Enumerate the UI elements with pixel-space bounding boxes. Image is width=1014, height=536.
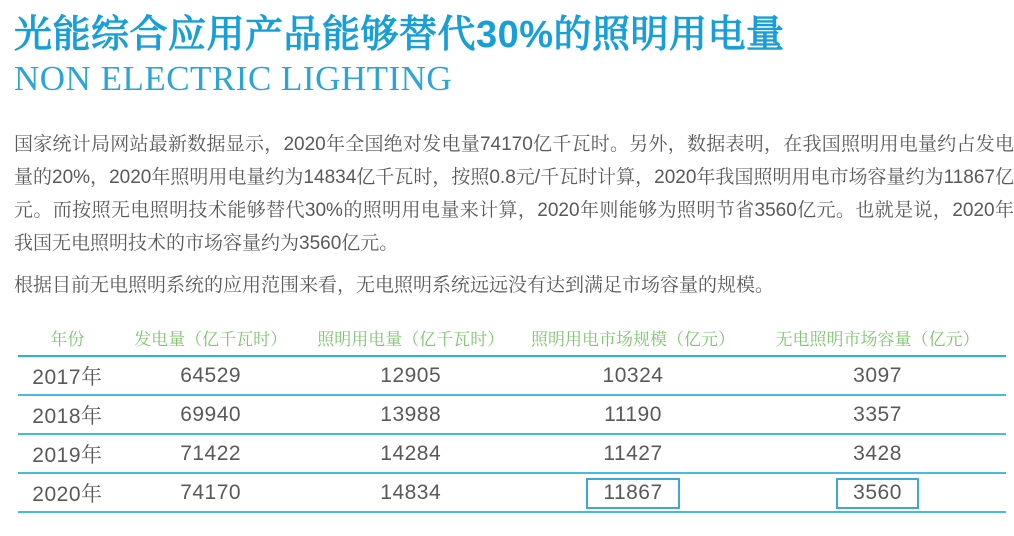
cell-lighting-consumption: 14834 — [380, 480, 442, 504]
table-row-2017 — [18, 357, 1006, 396]
cell-lighting-market-scale — [517, 481, 749, 505]
table-header-row — [18, 330, 1006, 357]
cell-lighting-market-scale: 11427 — [603, 441, 663, 465]
highlight-box-non-electric-capacity-value: 3560 — [836, 478, 919, 509]
cell-non-electric-market-capacity: 3097 — [853, 363, 902, 387]
paragraph-application-scope: 根据目前无电照明系统的应用范围来看，无电照明系统远远没有达到满足市场容量的规模。 — [14, 275, 775, 296]
cell-non-electric-market-capacity — [749, 481, 1006, 505]
column-header-lighting-consumption: 照明用电量（亿千瓦时） — [317, 330, 505, 349]
highlight-box-lighting-market-value: 11867 — [586, 478, 679, 509]
column-header-year: 年份 — [50, 330, 85, 349]
cell-power-generation: 74170 — [180, 480, 242, 504]
data-table — [18, 330, 1006, 513]
column-header-non-electric-market-capacity: 无电照明市场容量（亿元） — [775, 330, 980, 349]
cell-year: 2018年 — [32, 404, 103, 428]
cell-lighting-market-scale: 11190 — [604, 402, 662, 426]
cell-non-electric-market-capacity: 3428 — [853, 441, 902, 465]
table-row-2020 — [18, 474, 1006, 513]
cell-year: 2020年 — [32, 482, 103, 506]
cell-power-generation: 69940 — [180, 402, 242, 426]
cell-lighting-consumption: 12905 — [380, 363, 442, 387]
cell-lighting-market-scale: 10324 — [602, 363, 664, 387]
paragraph-market-size-analysis: 国家统计局网站最新数据显示，2020年全国绝对发电量74170亿千瓦时。另外，数据表明，在我国照明用电量约占发电量的20%，2020年照明用电量约为14834亿千瓦时，按照0.8元/千瓦时计算，2020年我国照明用电市场容量约为11867亿元。而按照无电照明技术能够替代30%的照明用电量来计算，2020年则能够为照明节省3560亿元。也就是说，2020年我国无电照明技术的市场容量约为3560亿元。 — [14, 134, 1014, 254]
page-title: 光能综合应用产品能够替代30%的照明用电量 — [14, 14, 785, 56]
table-row-2019 — [18, 435, 1006, 474]
cell-power-generation: 64529 — [180, 363, 242, 387]
column-header-power-generation: 发电量（亿千瓦时） — [134, 330, 288, 349]
cell-power-generation: 71422 — [180, 441, 242, 465]
page-subtitle: NON ELECTRIC LIGHTING — [14, 59, 453, 98]
cell-year: 2019年 — [32, 443, 103, 467]
cell-non-electric-market-capacity: 3357 — [853, 402, 902, 426]
table-row-2018 — [18, 396, 1006, 435]
column-header-lighting-market-scale: 照明用电市场规模（亿元） — [531, 330, 735, 349]
cell-lighting-consumption: 14284 — [380, 441, 442, 465]
cell-lighting-consumption: 13988 — [380, 402, 442, 426]
cell-year: 2017年 — [32, 365, 103, 389]
